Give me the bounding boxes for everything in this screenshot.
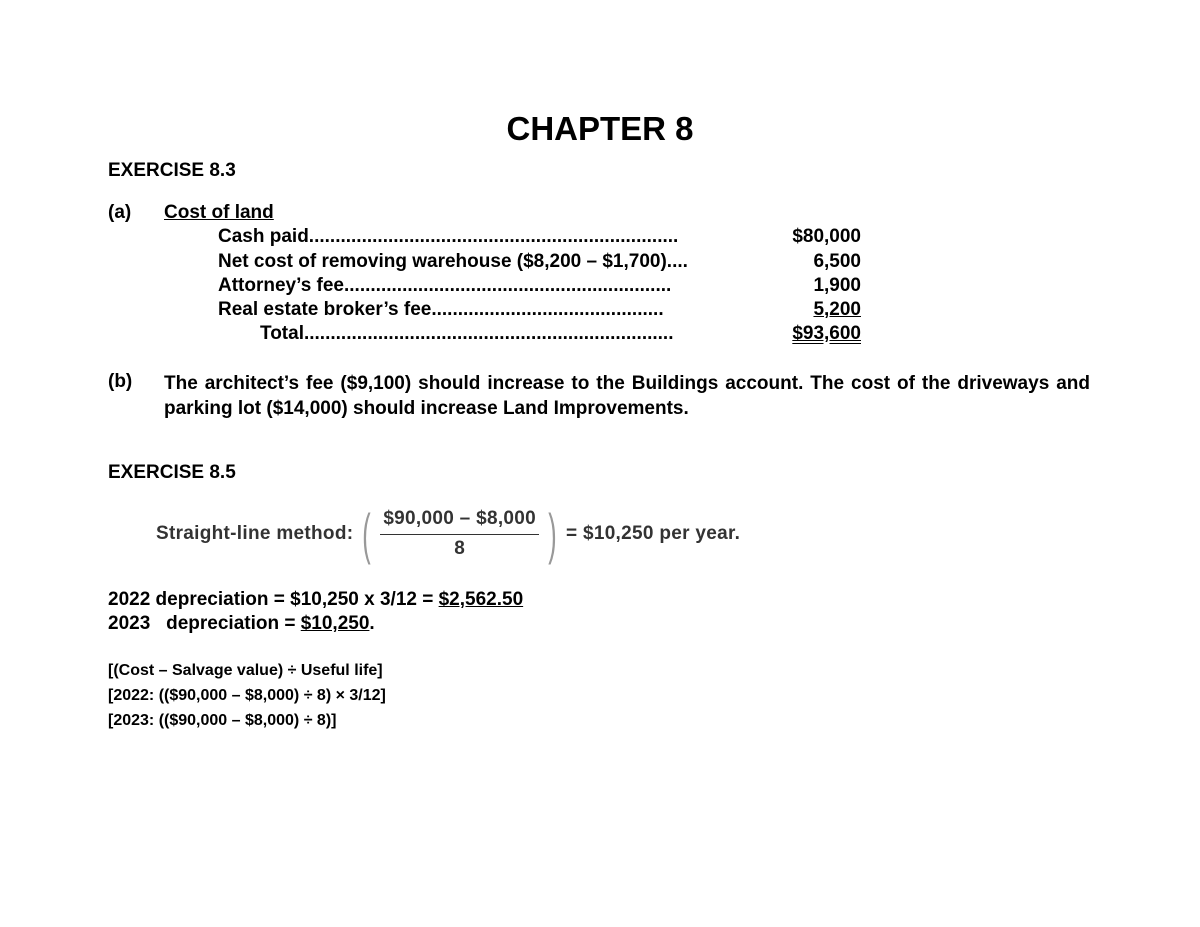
depreciation-2023 [108,613,375,635]
line-amount-removing-warehouse: 6,500 [813,251,861,272]
exercise-8-5-heading: EXERCISE 8.5 [108,462,236,483]
total-amount: $93,600 [792,323,861,344]
right-paren-glyph: ) [548,502,557,565]
line-desc-attorney-fee: Attorney’s fee.............................................................. [218,275,672,296]
depreciation-2022-value: $2,562.50 [438,589,524,610]
line-amount-cash-paid: $80,000 [792,226,861,247]
line-amount-broker-fee [741,299,861,321]
formula-denominator: 8 [454,538,466,559]
part-b-label: (b) [108,371,133,392]
depreciation-2023-text: 2023 depreciation = [108,613,301,634]
exercise-8-3-heading: EXERCISE 8.3 [108,160,236,181]
chapter-title: CHAPTER 8 [506,110,694,147]
part-b-text: The architect’s fee ($9,100) should increase to the Buildings account. The cost of the driveways and parking lot ($14,000) should increase Land Improvements. [164,373,1090,419]
formula-numerator: $90,000 – $8,000 [380,508,539,535]
note-formula-2022: [2022: (($90,000 – $8,000) ÷ 8) × 3/12] [108,687,386,704]
line-desc-cash-paid: Cash paid...................................................................... [218,226,679,247]
broker-fee-value: 5,200 [813,299,861,320]
formula-result: = $10,250 per year. [565,523,741,544]
depreciation-2022 [108,589,523,611]
cost-of-land-title: Cost of land [164,202,274,223]
straight-line-formula [156,502,741,565]
formula-label: Straight-line method: [156,523,354,544]
line-desc-removing-warehouse: Net cost of removing warehouse ($8,200 – $1,700).... [218,251,688,272]
depreciation-2023-value: $10,250 [300,613,370,634]
formula-fraction [380,508,539,560]
depreciation-2022-text: 2022 depreciation = $10,250 x 3/12 = [108,589,439,610]
note-formula-general: [(Cost – Salvage value) ÷ Useful life] [108,662,383,679]
note-formula-2023: [2023: (($90,000 – $8,000) ÷ 8)] [108,712,337,729]
line-desc-broker-fee: Real estate broker’s fee............................................ [218,299,664,320]
total-desc: Total...................................................................... [260,323,674,344]
left-paren-glyph: ( [362,502,372,565]
line-amount-attorney-fee: 1,900 [813,275,861,296]
part-a-label: (a) [108,202,132,223]
depreciation-2023-suffix: . [369,613,375,634]
